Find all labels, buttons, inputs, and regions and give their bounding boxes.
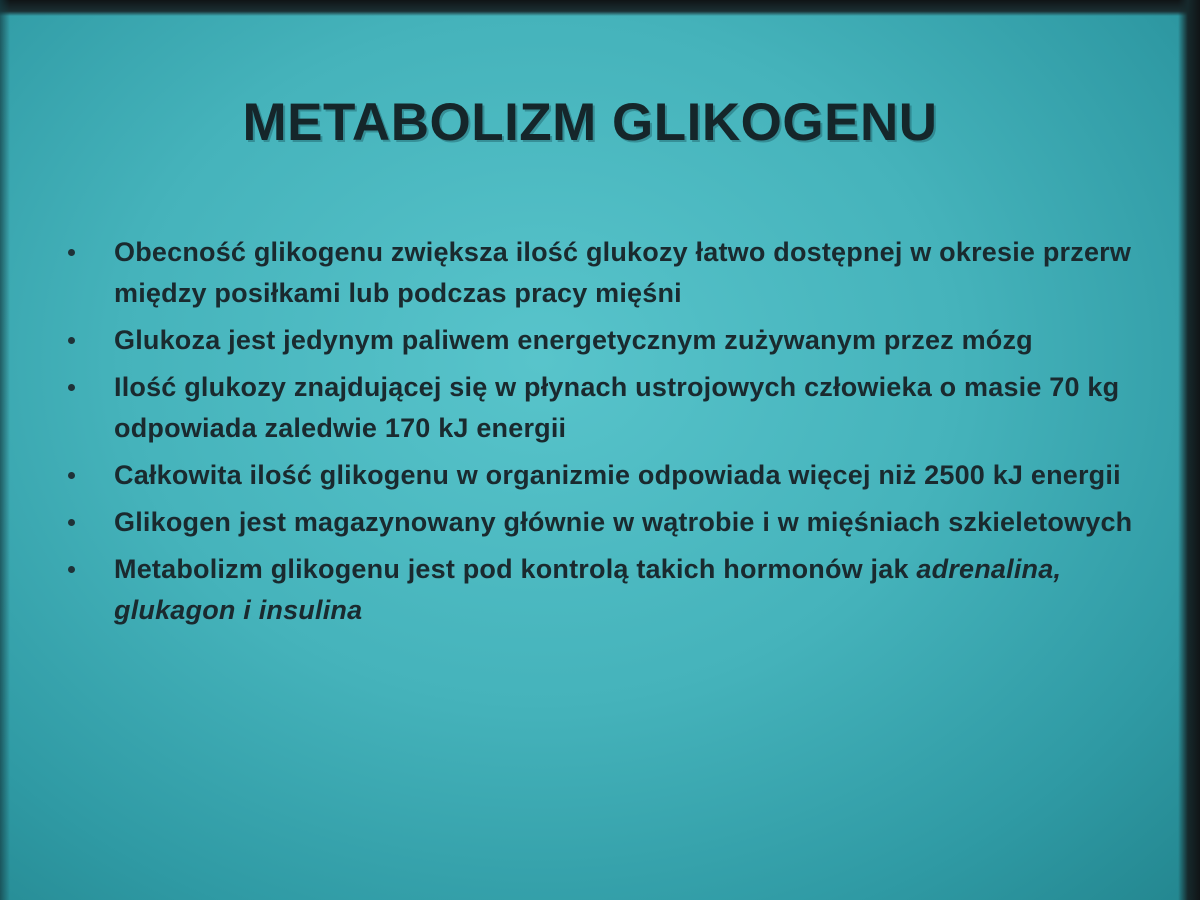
bullet-dot-icon [68,519,75,526]
bullet-item-brain-fuel [62,320,1147,361]
bullet-text: Glukoza jest jedynym paliwem energetycznym zużywanym przez mózg [114,325,1033,355]
bullet-text: Ilość glukozy znajdującej się w płynach ustrojowych człowieka o masie 70 kg odpowiada zaledwie 170 kJ energii [114,372,1120,443]
bullet-item-storage [62,502,1147,543]
slide-title: METABOLIZM GLIKOGENU [242,93,938,152]
bullet-item-total-glycogen [62,455,1147,496]
bullet-list [62,232,1147,637]
bullet-item-hormonal-control [62,549,1147,631]
screen-right-edge [1178,0,1200,900]
bullet-item-body-glucose [62,367,1147,449]
screen-top-edge [0,0,1200,16]
bullet-dot-icon [68,249,75,256]
bullet-text: Glikogen jest magazynowany głównie w wątrobie i w mięśniach szkieletowych [114,507,1133,537]
bullet-hormones-italic: adrenalina, glukagon i insulina [114,554,1062,625]
bullet-item-glycogen-availability [62,232,1147,314]
bullet-text: Całkowita ilość glikogenu w organizmie odpowiada więcej niż 2500 kJ energii [114,460,1121,490]
bullet-dot-icon [68,566,75,573]
bullet-text: Metabolizm glikogenu jest pod kontrolą takich hormonów jak [114,554,909,584]
bullet-dot-icon [68,384,75,391]
screen-left-edge [0,0,10,900]
bullet-dot-icon [68,337,75,344]
bullet-text: Obecność glikogenu zwiększa ilość glukozy łatwo dostępnej w okresie przerw między posiłkami lub podczas pracy mięśni [114,237,1132,308]
bullet-dot-icon [68,472,75,479]
